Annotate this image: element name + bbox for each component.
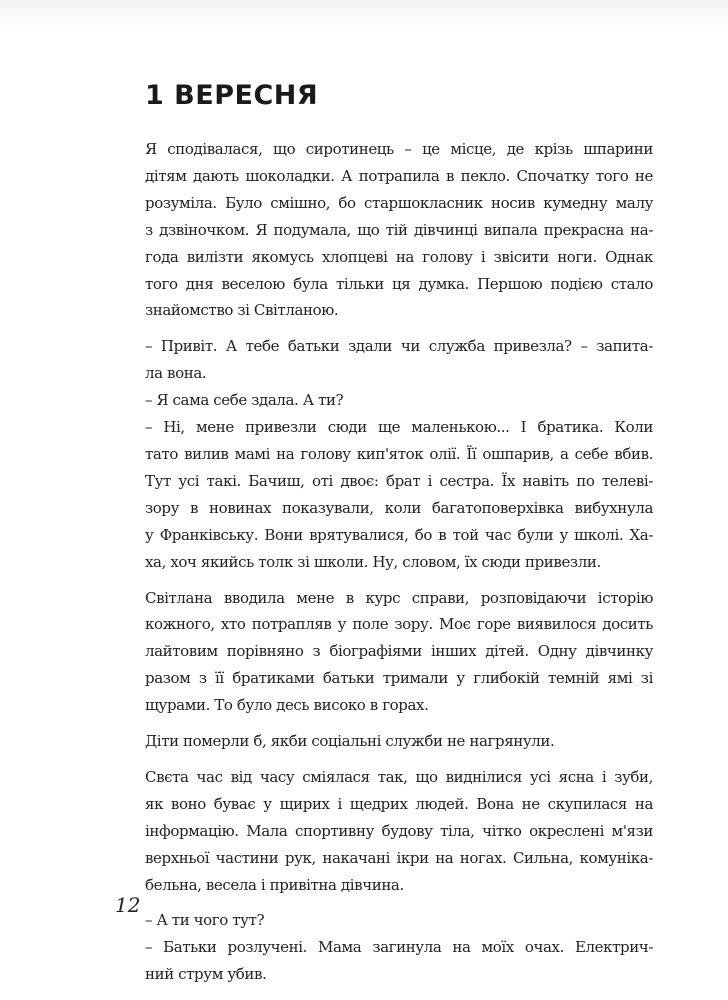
dialogue-block [145,333,653,575]
text-line: лайтовим порівняно з біографіями інших дітей. Одну дівчинку [145,642,653,661]
text-line: Я сподівалася, що сиротинець – це місце, де крізь шпарини [145,140,653,158]
text-line: як воно буває у щирих і щедрих людей. Вона не скупилася на [145,794,653,813]
text-line: верхньої частини рук, накачані ікри на ногах. Сильна, комуніка- [145,848,653,867]
text-line: з дзвіночком. Я подумала, що тій дівчинці випала прекрасна на- [145,220,653,239]
text-line: інформацію. Мала спортивну будову тіла, чітко окреслені м'язи [145,821,653,840]
text-line: тато вилив мамі на голову кип'яток олії. Її ошпарив, а себе вбив. [145,444,653,463]
text-line: года вилізти якомусь хлопцеві на голову і звісити ноги. Однак [145,247,653,266]
text-line: у Франківську. Вони врятувалися, бо в той час були у школі. Ха- [145,525,653,544]
text-line: – А ти чого тут? [145,911,265,930]
text-line: – Я сама себе здала. А ти? [145,391,344,410]
text-line: – Привіт. А тебе батьки здали чи служба привезла? – запита- [145,337,653,356]
text-line: дітям дають шоколадки. А потрапила в пекло. Спочатку того не [145,166,653,185]
text-line: знайомство зі Світланою. [145,301,339,320]
dialogue-block-2 [145,907,653,988]
paragraph-3 [145,728,653,755]
text-line: того дня веселою була тільки ця думка. Першою подією стало [145,274,653,293]
paragraph-1 [145,136,653,324]
text-line: щурами. То було десь високо в горах. [145,696,429,715]
text-line: Тут усі такі. Бачиш, оті двоє: брат і сестра. Їх навіть по телеві- [145,471,653,490]
chapter-title: 1 ВЕРЕСНЯ [145,80,319,111]
text-line: Діти померли б, якби соціальні служби не нагрянули. [145,732,555,751]
text-line: ла вона. [145,364,207,383]
text-line: – Батьки розлучені. Мама загинула на моїх очах. Електрич- [145,938,653,957]
body-text [145,136,653,988]
text-line: ха, хоч якийсь толк зі школи. Ну, словом, їх сюди привезли. [145,552,601,571]
text-line: Свєта час від часу сміялася так, що виднілися усі ясна і зуби, [145,767,653,786]
page-number: 12 [115,893,141,917]
text-line: бельна, весела і привітна дівчина. [145,875,404,894]
text-line: ний струм убив. [145,965,267,984]
text-line: разом з її братиками батьки тримали у глибокій темній ямі зі [145,669,653,688]
text-line: розуміла. Було смішно, бо старшокласник носив кумедну малу [145,193,653,212]
text-line: зору в новинах показували, коли багатоповерхівка вибухнула [145,498,653,517]
paragraph-4 [145,764,653,899]
text-line: – Ні, мене привезли сюди ще маленькою... І братика. Коли [145,418,653,437]
text-line: кожного, хто потрапляв у поле зору. Моє горе виявилося досить [145,615,653,634]
text-line: Світлана вводила мене в курс справи, розповідаючи історію [145,588,653,607]
paragraph-2 [145,585,653,720]
